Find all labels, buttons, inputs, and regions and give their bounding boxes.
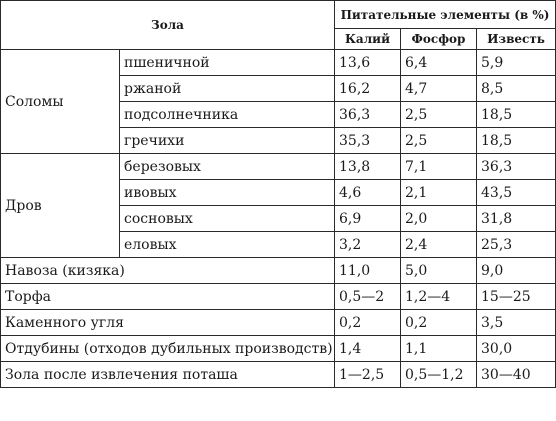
row-name: Навоза (кизяка) xyxy=(1,258,335,284)
header-phosphorus: Фосфор xyxy=(401,29,477,50)
row-name: Зола после извлечения поташа xyxy=(1,362,335,388)
cell-potassium: 0,2 xyxy=(335,310,401,336)
cell-phosphorus: 7,1 xyxy=(401,154,477,180)
cell-phosphorus: 1,2—4 xyxy=(401,284,477,310)
cell-potassium: 35,3 xyxy=(335,128,401,154)
table-row xyxy=(1,336,556,362)
cell-lime: 25,3 xyxy=(477,232,556,258)
cell-lime: 18,5 xyxy=(477,102,556,128)
row-name: Отдубины (отходов дубильных производств) xyxy=(1,336,335,362)
cell-lime: 5,9 xyxy=(477,50,556,76)
table-row xyxy=(1,50,556,76)
table-row xyxy=(1,284,556,310)
table-row xyxy=(1,258,556,284)
cell-lime: 31,8 xyxy=(477,206,556,232)
header-row-1 xyxy=(1,1,556,29)
cell-potassium: 0,5—2 xyxy=(335,284,401,310)
table-row xyxy=(1,310,556,336)
cell-phosphorus: 2,1 xyxy=(401,180,477,206)
row-name: подсолнечника xyxy=(120,102,335,128)
cell-phosphorus: 6,4 xyxy=(401,50,477,76)
cell-potassium: 36,3 xyxy=(335,102,401,128)
cell-lime: 18,5 xyxy=(477,128,556,154)
cell-phosphorus: 1,1 xyxy=(401,336,477,362)
cell-lime: 43,5 xyxy=(477,180,556,206)
cell-phosphorus: 2,0 xyxy=(401,206,477,232)
row-name: пшеничной xyxy=(120,50,335,76)
table-row xyxy=(1,362,556,388)
row-name: еловых xyxy=(120,232,335,258)
header-ash: Зола xyxy=(1,1,335,50)
row-name: Каменного угля xyxy=(1,310,335,336)
header-potassium: Калий xyxy=(335,29,401,50)
cell-lime: 36,3 xyxy=(477,154,556,180)
cell-phosphorus: 2,5 xyxy=(401,102,477,128)
cell-potassium: 1,4 xyxy=(335,336,401,362)
group-label-straw: Соломы xyxy=(1,50,120,154)
cell-potassium: 13,8 xyxy=(335,154,401,180)
row-name: сосновых xyxy=(120,206,335,232)
row-name: березовых xyxy=(120,154,335,180)
cell-phosphorus: 5,0 xyxy=(401,258,477,284)
cell-potassium: 6,9 xyxy=(335,206,401,232)
cell-lime: 3,5 xyxy=(477,310,556,336)
cell-phosphorus: 2,5 xyxy=(401,128,477,154)
cell-potassium: 16,2 xyxy=(335,76,401,102)
cell-phosphorus: 0,2 xyxy=(401,310,477,336)
cell-potassium: 3,2 xyxy=(335,232,401,258)
cell-lime: 9,0 xyxy=(477,258,556,284)
cell-lime: 8,5 xyxy=(477,76,556,102)
cell-potassium: 13,6 xyxy=(335,50,401,76)
cell-potassium: 1—2,5 xyxy=(335,362,401,388)
cell-lime: 30—40 xyxy=(477,362,556,388)
row-name: гречихи xyxy=(120,128,335,154)
header-lime: Известь xyxy=(477,29,556,50)
cell-phosphorus: 4,7 xyxy=(401,76,477,102)
cell-lime: 30,0 xyxy=(477,336,556,362)
header-nutrients: Питательные элементы (в %) xyxy=(335,1,556,29)
cell-phosphorus: 2,4 xyxy=(401,232,477,258)
table-row xyxy=(1,154,556,180)
row-name: ивовых xyxy=(120,180,335,206)
group-label-firewood: Дров xyxy=(1,154,120,258)
row-name: ржаной xyxy=(120,76,335,102)
cell-potassium: 11,0 xyxy=(335,258,401,284)
cell-lime: 15—25 xyxy=(477,284,556,310)
cell-phosphorus: 0,5—1,2 xyxy=(401,362,477,388)
cell-potassium: 4,6 xyxy=(335,180,401,206)
row-name: Торфа xyxy=(1,284,335,310)
